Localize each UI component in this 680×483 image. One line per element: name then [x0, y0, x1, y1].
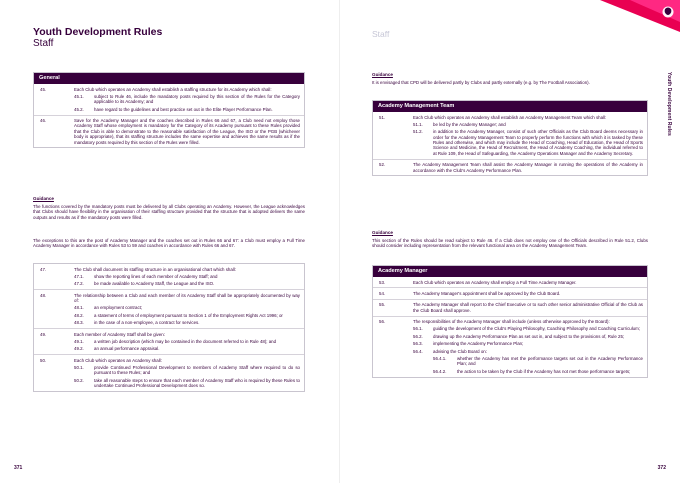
sub-rule-text: in the case of a non-employee, a contract for services.	[94, 320, 200, 326]
rules-box	[33, 263, 305, 392]
sub-rule-number: 56.3.	[413, 341, 423, 347]
sub-rule-number: 48.3.	[74, 320, 84, 326]
corner-banner	[600, 0, 680, 32]
sub-rule	[74, 320, 300, 325]
rule-text: The Academy Manager's appointment shall be approved by the Club Board.	[413, 290, 561, 296]
rule-body	[413, 291, 643, 296]
sub-rule-number: 50.1.	[74, 365, 84, 370]
sub-rule	[74, 281, 300, 286]
sub-rule	[74, 339, 300, 344]
sub-rule	[74, 107, 300, 112]
rule-body	[74, 118, 300, 145]
sub-rule-text: a statement of terms of employment pursuant to Section 1 of the Employment Rights Act 1996; or	[94, 312, 283, 318]
guidance-text: It is envisaged that CPD will be delivered partly by Clubs and partly externally (e.g. by The Football Association).	[372, 80, 590, 85]
sub-rule-text: drawing up the Academy Performance Plan as set out in, and subject to the provisions of, Rule 25;	[433, 333, 625, 339]
rule-number: 45.	[40, 86, 47, 92]
sub-sub-rule	[413, 356, 643, 367]
sub-rule-text: be made available to Academy Staff, the League and the ISO.	[94, 281, 215, 287]
rule-row	[34, 115, 304, 148]
rule-number: 48.	[40, 292, 47, 298]
am-header: Academy Manager	[373, 266, 647, 277]
rule-row	[373, 112, 647, 159]
sub-rule-number: 56.4.	[413, 348, 423, 354]
rule-body	[413, 115, 643, 157]
am-box	[372, 265, 648, 378]
guidance-label: Guidance	[372, 72, 393, 77]
sub-rule-text: be led by the Academy Manager; and	[433, 121, 506, 127]
rule-row	[373, 316, 647, 377]
sub-sub-rule-number: 56.4.2.	[433, 368, 447, 374]
lion-crest-icon	[663, 7, 674, 18]
sub-rule-number: 56.2.	[413, 333, 423, 339]
guidance-label: Guidance	[33, 196, 54, 201]
rule-number: 54.	[379, 290, 386, 296]
sub-rule	[74, 378, 300, 389]
sub-rule	[413, 349, 643, 354]
rule-number: 55.	[379, 302, 386, 308]
rule-number: 50.	[40, 357, 47, 363]
sub-rule-text: in addition to the Academy Manager, consist of such other Officials as the Club Board deems necessary in order for the Academy Management Team to properly perform the functions with which it is tasked by these Rules and otherwise, and which may include the Head of Coaching, Head of Education, the Head of Sports Science and Medicine, the Head of Recruitment, the Head of Academy Coaching, the individual referred to at Rule 109, the Head of Safeguarding, the Academy Operations Manager and the Academy Secretary.	[433, 129, 643, 156]
sub-sub-rule	[413, 369, 643, 374]
rule-body	[413, 319, 643, 374]
sub-sub-rule-text: the action to be taken by the Club if the Academy has not met those performance targets;	[457, 368, 631, 374]
sub-rule-number: 45.2.	[74, 106, 84, 112]
sub-rule-number: 50.2.	[74, 377, 84, 383]
general-box	[33, 72, 305, 148]
sub-rule-text: provide Continued Professional Development to members of Academy Staff where required to do so pursuant to these Rules; and	[94, 365, 300, 376]
sub-rule-text: show the reporting lines of each member of Academy Staff; and	[94, 273, 218, 279]
sub-rule-text: subject to Rule 46, include the mandatory posts required by this section of the Rules for the Category applicable to its Academy; and	[94, 93, 300, 105]
rule-text: The Club shall document its staffing structure in an organisational chart which shall:	[74, 266, 236, 272]
sub-rule	[74, 274, 300, 279]
rule-number: 53.	[379, 279, 386, 285]
sub-rule	[413, 129, 643, 156]
sub-rule-number: 51.1.	[413, 121, 423, 127]
sub-rule-number: 45.1.	[74, 93, 84, 99]
rule-body	[74, 358, 300, 389]
sub-rule	[413, 122, 643, 127]
page-title: Youth Development Rules	[33, 26, 163, 38]
rule-text: The relationship between a Club and each member of its Academy Staff shall be appropriately documented by way of:	[74, 292, 300, 303]
rule-row	[373, 299, 647, 316]
rule-text: Each Club which operates an Academy shall establish an Academy Management Team which shall:	[413, 114, 607, 120]
sub-rule-text: take all reasonable steps to ensure that each member of Academy Staff who is required by these Rules to undertake Continued Professional Development does so.	[94, 377, 300, 389]
rule-body	[413, 162, 643, 173]
sub-rule-text: an annual performance appraisal.	[94, 346, 160, 352]
rule-body	[74, 293, 300, 326]
rule-text: The Academy Manager shall report to the Chief Executive or to such other senior administrative Official of the Club as the Club Board shall approve.	[413, 302, 643, 313]
rule-body	[413, 280, 643, 285]
sub-sub-rule-text: whether the Academy has met the performance targets set out in the Academy Performance Plan; and	[457, 355, 643, 367]
sub-rule	[74, 313, 300, 318]
sub-rule-text: implementing the Academy Performance Plan;	[433, 341, 524, 347]
sub-rule	[413, 334, 643, 339]
rule-text: The responsibilities of the Academy Manager shall include (unless otherwise approved by the Board):	[413, 319, 610, 324]
sub-rule-number: 49.2.	[74, 346, 84, 352]
vertical-section-title: Youth Development Rules	[666, 72, 672, 136]
sub-rule-number: 47.1.	[74, 273, 84, 279]
sub-rule-text: have regard to the guidelines and best practice set out in the Elite Player Performance Plan.	[94, 106, 273, 112]
guidance-text-2: The exceptions to this are the post of Academy Manager and the coaches set out in Rules 66 and 67: a Club must employ a Full Time Academy Manager in accordance with Rules 53 to 59 and coaches in accordance with Rules 66 and 67.	[33, 238, 305, 249]
rule-row	[373, 277, 647, 287]
sub-rule	[74, 305, 300, 310]
page-subtitle: Staff	[33, 38, 54, 49]
sub-rule	[74, 365, 300, 376]
sub-rule-number: 56.1.	[413, 326, 423, 332]
rule-number: 52.	[379, 162, 386, 168]
right-page	[340, 0, 680, 483]
page-number: 371	[14, 465, 23, 471]
rule-text: Each Club which operates an Academy shall:	[74, 357, 162, 363]
rule-body	[413, 302, 643, 313]
rule-number: 56.	[379, 319, 386, 324]
rule-number: 47.	[40, 266, 47, 272]
sub-rule-number: 48.2.	[74, 312, 84, 318]
sub-sub-rule-number: 56.4.1.	[433, 355, 447, 361]
sub-rule-text: a written job description (which may be contained in the document referred to in Rule 48); and	[94, 338, 277, 344]
rule-body	[74, 87, 300, 113]
rule-body	[74, 267, 300, 287]
rule-number: 51.	[379, 114, 386, 120]
rule-text: Each Club which operates an Academy shall employ a Full Time Academy Manager.	[413, 279, 577, 285]
amt-header: Academy Management Team	[373, 101, 647, 112]
guidance-text-3: This section of the Rules should be read subject to Rule 46. If a Club does not employ one of the Officials described in Rule 51.2, Clubs should consider including representation from the relevant functional area on the Academy Management Team.	[372, 238, 648, 249]
sub-rule	[413, 326, 643, 331]
page-number: 372	[657, 465, 666, 471]
sub-rule-text: advising the Club Board on:	[433, 348, 487, 354]
rule-text: Each Club which operates an Academy shall establish a staffing structure for its Academy which shall:	[74, 86, 272, 92]
sub-rule	[74, 94, 300, 105]
rule-text: Each member of Academy Staff shall be given:	[74, 331, 165, 337]
sub-rule	[413, 341, 643, 346]
rule-row	[34, 328, 304, 354]
page-subtitle-faded: Staff	[372, 29, 390, 39]
rule-number: 46.	[40, 118, 47, 123]
guidance-label-2: Guidance	[372, 230, 393, 235]
rule-text: Save for the Academy Manager and the coaches described in Rules 66 and 67, a Club need not employ those Academy Staff whose employment is mandatory for the Category of its Academy pursuant to these Rules provided that the Club is able to demonstrate to the reasonable satisfaction of the League, the ISO or the PGB (whichever body is appropriate), that its staffing structure includes the same expertise and achieves the same results as if the mandatory posts required by this section of the Rules were filled.	[74, 118, 300, 145]
sub-rule-number: 51.2.	[413, 129, 423, 135]
rule-row	[34, 84, 304, 115]
sub-rule-text: guiding the development of the Club's Playing Philosophy, Coaching Philosophy and Coaching Curriculum;	[433, 326, 640, 332]
sub-rule-number: 49.1.	[74, 338, 84, 344]
sub-rule-text: an employment contract;	[94, 305, 143, 311]
guidance-text: The functions covered by the mandatory posts must be delivered by all Clubs operating an Academy. However, the League acknowledges that Clubs should have flexibility in the organisation of their staffing structure provided that the structure that is adopted delivers the same outputs and results as if the mandatory posts were filled.	[33, 204, 305, 220]
rule-row	[34, 289, 304, 328]
amt-box	[372, 100, 648, 176]
sub-rule-number: 48.1.	[74, 305, 84, 311]
rule-row	[373, 159, 647, 176]
rule-body	[74, 332, 300, 352]
rule-row	[34, 354, 304, 391]
rule-number: 49.	[40, 331, 47, 337]
rule-row	[34, 264, 304, 289]
sub-rule-number: 47.2.	[74, 281, 84, 287]
rule-text: The Academy Management Team shall assist the Academy Manager in running the operations of the Academy in accordance with the Club's Academy Performance Plan.	[413, 162, 643, 173]
rule-row	[373, 287, 647, 298]
general-header: General	[34, 73, 304, 84]
sub-rule	[74, 346, 300, 351]
